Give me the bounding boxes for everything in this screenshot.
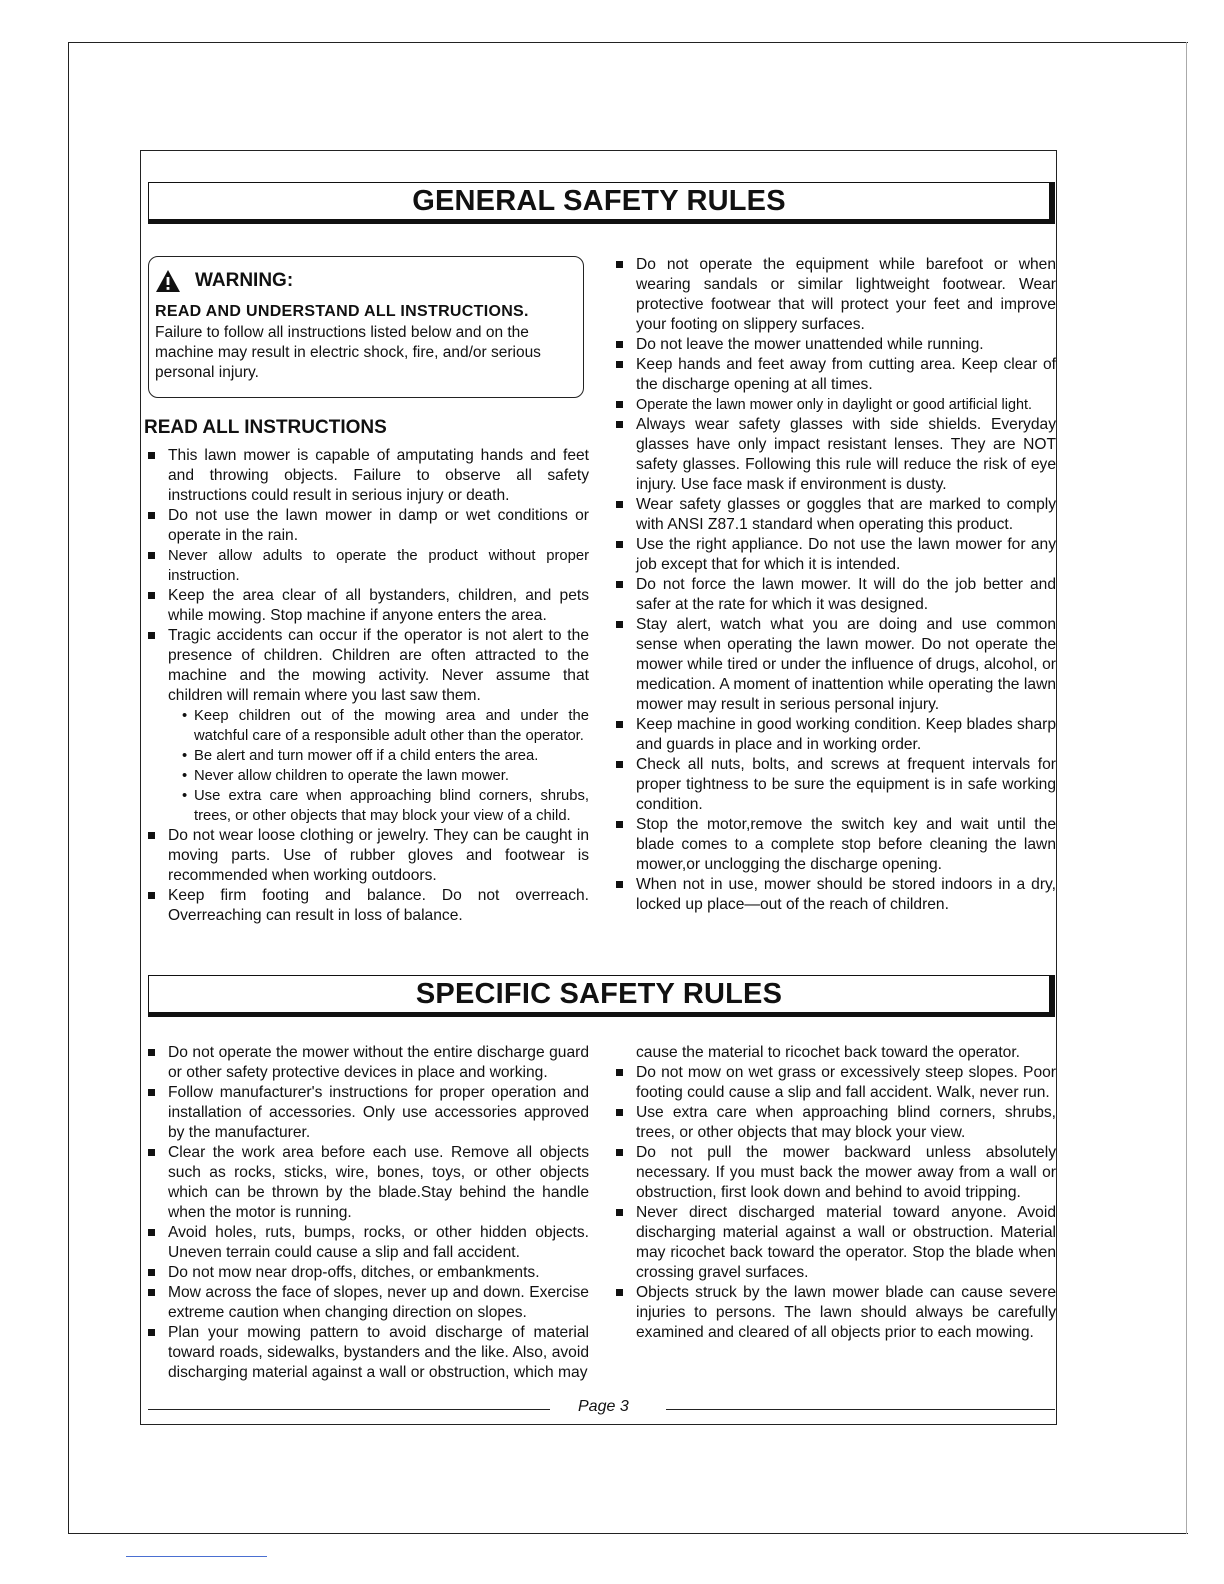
page-number: Page 3 <box>578 1398 629 1415</box>
list-item: Keep the area clear of all bystanders, children, and pets while mowing. Stop machine if anyone enters the area. <box>144 586 589 626</box>
warning-text: Failure to follow all instructions listed below and on the machine may result in electric shock, fire, and/or serious personal injury. <box>155 324 541 381</box>
sub-list-item: • Never allow children to operate the lawn mower. <box>182 766 589 786</box>
continued-text: cause the material to ricochet back toward the operator. <box>636 1044 1020 1061</box>
list-item: Tragic accidents can occur if the operator is not alert to the presence of children. Children are often attracted to the machine and the mowing activity. Never assume that children will remain where you last saw them. <box>144 626 589 706</box>
footer-rule-right <box>666 1409 1055 1410</box>
general-left-column <box>144 418 589 926</box>
children-sub-list-container <box>144 706 589 826</box>
list-item: Do not mow near drop-offs, ditches, or embankments. <box>144 1263 589 1283</box>
scan-artifact-line <box>126 1556 267 1557</box>
list-item: Stay alert, watch what you are doing and use common sense when operating the lawn mower. Do not operate the mower while tired or under the influence of drugs, alcohol, or medication. A moment of inattention while operating the lawn mower may result in serious personal injury. <box>612 615 1056 715</box>
list-item: Do not pull the mower backward unless absolutely necessary. If you must back the mower away from a wall or obstruction, first look down and behind to avoid tripping. <box>612 1143 1056 1203</box>
specific-safety-rules-header: SPECIFIC SAFETY RULES <box>148 975 1055 1017</box>
general-right-list <box>612 255 1056 915</box>
specific-left-column <box>144 1043 589 1383</box>
list-item: Stop the motor,remove the switch key and wait until the blade comes to a complete stop before cleaning the lawn mower,or unclogging the discharge opening. <box>612 815 1056 875</box>
specific-right-column <box>612 1043 1056 1343</box>
warning-subtitle: READ AND UNDERSTAND ALL INSTRUCTIONS. <box>155 303 529 320</box>
specific-right-list <box>612 1043 1056 1343</box>
general-safety-rules-header: GENERAL SAFETY RULES <box>148 182 1055 224</box>
list-item: Check all nuts, bolts, and screws at frequent intervals for proper tightness to be sure the equipment is in safe working condition. <box>612 755 1056 815</box>
sub-list-item: • Be alert and turn mower off if a child enters the area. <box>182 746 589 766</box>
list-item: Use the right appliance. Do not use the lawn mower for any job except that for which it is intended. <box>612 535 1056 575</box>
list-item: Do not force the lawn mower. It will do the job better and safer at the rate for which it was designed. <box>612 575 1056 615</box>
list-item: Do not wear loose clothing or jewelry. They can be caught in moving parts. Use of rubber gloves and footwear is recommended when working outdoors. <box>144 826 589 886</box>
general-left-list <box>144 446 589 926</box>
list-item: Never direct discharged material toward anyone. Avoid discharging material against a wall or obstruction. Material may ricochet back toward the operator. Stop the blade when crossing gravel surfaces. <box>612 1203 1056 1283</box>
list-item: Keep hands and feet away from cutting area. Keep clear of the discharge opening at all times. <box>612 355 1056 395</box>
specific-left-list <box>144 1043 589 1383</box>
read-all-instructions-heading: READ ALL INSTRUCTIONS <box>144 417 387 438</box>
list-item: Use extra care when approaching blind corners, shrubs, trees, or other objects that may block your view. <box>612 1103 1056 1143</box>
list-item: Do not operate the mower without the entire discharge guard or other safety protective devices in place and working. <box>144 1043 589 1083</box>
list-item: Wear safety glasses or goggles that are marked to comply with ANSI Z87.1 standard when operating this product. <box>612 495 1056 535</box>
general-right-column <box>612 255 1056 915</box>
list-item: Always wear safety glasses with side shields. Everyday glasses have only impact resistant lenses. They are NOT safety glasses. Following this rule will reduce the risk of eye injury. Use face mask if environment is dusty. <box>612 415 1056 495</box>
list-item: Never allow adults to operate the product without proper instruction. <box>144 546 589 586</box>
warning-title: WARNING: <box>195 270 294 291</box>
list-item: Do not mow on wet grass or excessively steep slopes. Poor footing could cause a slip and fall accident. Walk, never run. <box>612 1063 1056 1103</box>
list-item: When not in use, mower should be stored indoors in a dry, locked up place—out of the reach of children. <box>612 875 1056 915</box>
warning-box <box>148 256 584 398</box>
children-sub-list <box>168 706 589 826</box>
list-item: Avoid holes, ruts, bumps, rocks, or other hidden objects. Uneven terrain could cause a slip and fall accident. <box>144 1223 589 1263</box>
list-item: Keep machine in good working condition. Keep blades sharp and guards in place and in working order. <box>612 715 1056 755</box>
list-item: Keep firm footing and balance. Do not overreach. Overreaching can result in loss of balance. <box>144 886 589 926</box>
list-item: Mow across the face of slopes, never up and down. Exercise extreme caution when changing direction on slopes. <box>144 1283 589 1323</box>
list-item: Objects struck by the lawn mower blade can cause severe injuries to persons. The lawn should always be carefully examined and cleared of all objects prior to each mowing. <box>612 1283 1056 1343</box>
warning-title-row <box>155 269 573 293</box>
list-item: Do not leave the mower unattended while running. <box>612 335 1056 355</box>
list-item: Operate the lawn mower only in daylight or good artificial light. <box>612 395 1056 415</box>
list-item: Clear the work area before each use. Remove all objects such as rocks, sticks, wire, bones, toys, or other objects which can be thrown by the blade.Stay behind the handle when the motor is running. <box>144 1143 589 1223</box>
list-item: Follow manufacturer's instructions for proper operation and installation of accessories. Only use accessories approved by the manufacturer. <box>144 1083 589 1143</box>
list-item: This lawn mower is capable of amputating hands and feet and throwing objects. Failure to observe all safety instructions could result in serious injury or death. <box>144 446 589 506</box>
outer-frame-right-edge <box>1186 42 1187 1534</box>
footer-rule-left <box>148 1409 550 1410</box>
list-item: Do not use the lawn mower in damp or wet conditions or operate in the rain. <box>144 506 589 546</box>
sub-list-item: • Keep children out of the mowing area and under the watchful care of a responsible adult other than the operator. <box>182 706 589 746</box>
sub-list-item: • Use extra care when approaching blind corners, shrubs, trees, or other objects that may block your view of a child. <box>182 786 589 826</box>
page-footer <box>148 1398 1055 1422</box>
list-item: Do not operate the equipment while barefoot or when wearing sandals or similar lightweight footwear. Wear protective footwear that will protect your feet and improve your footing on slippery surfaces. <box>612 255 1056 335</box>
warning-triangle-icon <box>155 269 181 293</box>
list-item: Plan your mowing pattern to avoid discharge of material toward roads, sidewalks, bystanders and the like. Also, avoid discharging material against a wall or obstruction, which may <box>144 1323 589 1383</box>
